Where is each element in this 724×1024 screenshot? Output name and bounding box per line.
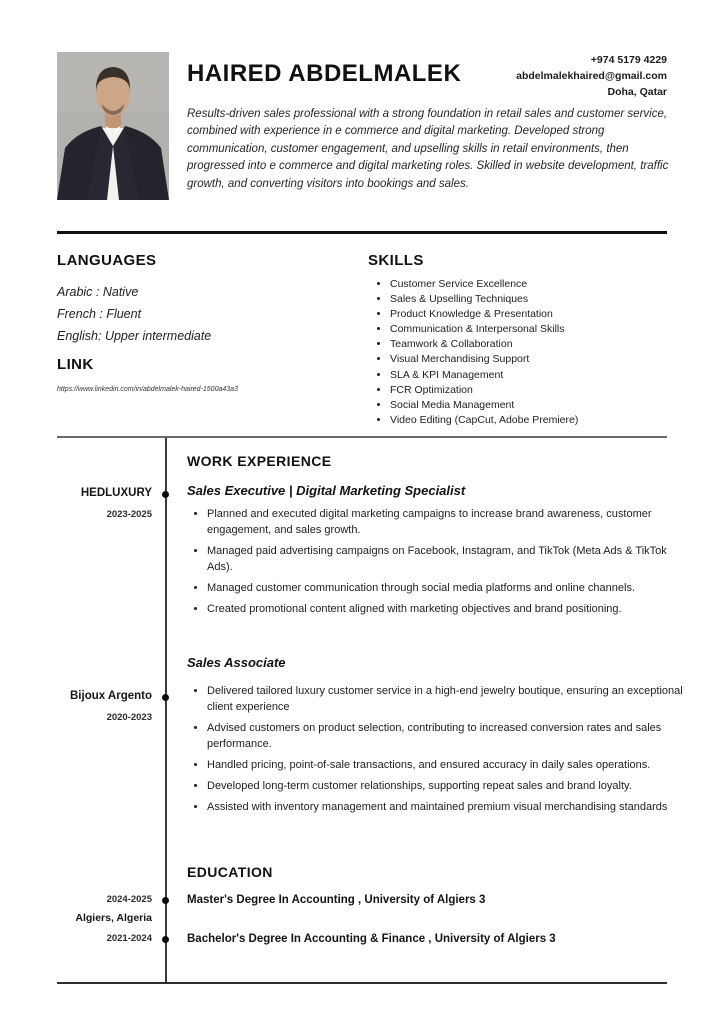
skill-item: • Sales & Upselling Techniques	[390, 292, 690, 307]
education-dates: 2024-2025	[106, 894, 152, 905]
work-experience-heading: WORK EXPERIENCE	[187, 453, 332, 469]
timeline-dot	[162, 936, 169, 943]
location-text: Doha, Qatar	[607, 86, 667, 98]
divider-middle	[57, 436, 667, 438]
skill-item: • SLA & KPI Management	[390, 368, 690, 383]
name-title: HAIRED ABDELMALEK	[187, 60, 462, 87]
skill-item: • Product Knowledge & Presentation	[390, 307, 690, 322]
languages-heading: LANGUAGES	[57, 252, 157, 269]
job-bullet: • Delivered tailored luxury customer service in a high-end jewelry boutique, ensuring an exceptional client experience	[207, 684, 683, 716]
link-heading: LINK	[57, 356, 94, 373]
language-item: French : Fluent	[57, 307, 142, 321]
skills-list	[372, 277, 690, 428]
job-dates: 2023-2025	[106, 509, 152, 520]
job-title: Sales Associate	[187, 655, 286, 670]
job-bullet: • Advised customers on product selection, contributing to increased conversion rates and sales performance.	[207, 721, 683, 753]
language-item: English: Upper intermediate	[57, 329, 212, 343]
profile-photo	[57, 52, 169, 200]
job-bullet: • Assisted with inventory management and maintained premium visual merchandising standards	[207, 800, 683, 816]
divider-bottom	[57, 982, 667, 984]
skill-item: • Customer Service Excellence	[390, 277, 690, 292]
job-bullet: • Managed customer communication through social media platforms and online channels.	[207, 581, 683, 597]
education-dates: 2021-2024	[106, 933, 152, 944]
company-name: HEDLUXURY	[80, 487, 152, 499]
job-bullet-list	[191, 684, 683, 821]
portrait-illustration	[57, 52, 169, 200]
job-bullet: • Managed paid advertising campaigns on Facebook, Instagram, and TikTok (Meta Ads & TikTok Ads).	[207, 544, 683, 576]
email-text: abdelmalekhaired@gmail.com	[516, 70, 667, 82]
languages-list	[57, 281, 211, 347]
skill-item: • FCR Optimization	[390, 383, 690, 398]
job-bullet-list	[191, 507, 683, 623]
summary-paragraph: Results-driven sales professional with a strong foundation in retail sales and customer service, combined with experience in e commerce and digital marketing. Developed strong communication, customer engagement, and upselling skills in retail environments, then progressed into e commerce and digital marketing roles. Skilled in website development, traffic growth, and converting visitors into bookings and sales.	[187, 108, 669, 190]
education-heading: EDUCATION	[187, 864, 273, 880]
skill-item: • Communication & Interpersonal Skills	[390, 322, 690, 337]
skill-item: • Teamwork & Collaboration	[390, 337, 690, 352]
timeline-dot	[162, 897, 169, 904]
job-bullet: • Developed long-term customer relationships, supporting repeat sales and brand loyalty.	[207, 779, 683, 795]
job-bullet: • Created promotional content aligned with marketing objectives and brand positioning.	[207, 602, 683, 618]
contact-block	[516, 52, 667, 100]
phone-text: +974 5179 4229	[590, 54, 667, 66]
job-title: Sales Executive | Digital Marketing Specialist	[187, 483, 466, 498]
language-item: Arabic : Native	[57, 285, 139, 299]
education-location: Algiers, Algeria	[75, 912, 152, 924]
degree-text: Master's Degree In Accounting , University of Algiers 3	[187, 894, 486, 906]
skill-item: • Video Editing (CapCut, Adobe Premiere)	[390, 413, 690, 428]
job-dates: 2020-2023	[106, 712, 152, 723]
timeline-dot	[162, 491, 169, 498]
skill-item: • Visual Merchandising Support	[390, 352, 690, 367]
linkedin-link[interactable]: https://www.linkedin.com/in/abdelmalek-haired-1500a43a3	[57, 386, 238, 393]
company-name: Bijoux Argento	[70, 690, 152, 702]
job-bullet: • Handled pricing, point-of-sale transactions, and ensured accuracy in daily sales operations.	[207, 758, 683, 774]
job-bullet: • Planned and executed digital marketing campaigns to increase brand awareness, customer engagement, and sales growth.	[207, 507, 683, 539]
timeline-dot	[162, 694, 169, 701]
degree-text: Bachelor's Degree In Accounting & Finance , University of Algiers 3	[187, 933, 556, 945]
divider-top	[57, 231, 667, 234]
skills-heading: SKILLS	[368, 252, 424, 269]
skill-item: • Social Media Management	[390, 398, 690, 413]
